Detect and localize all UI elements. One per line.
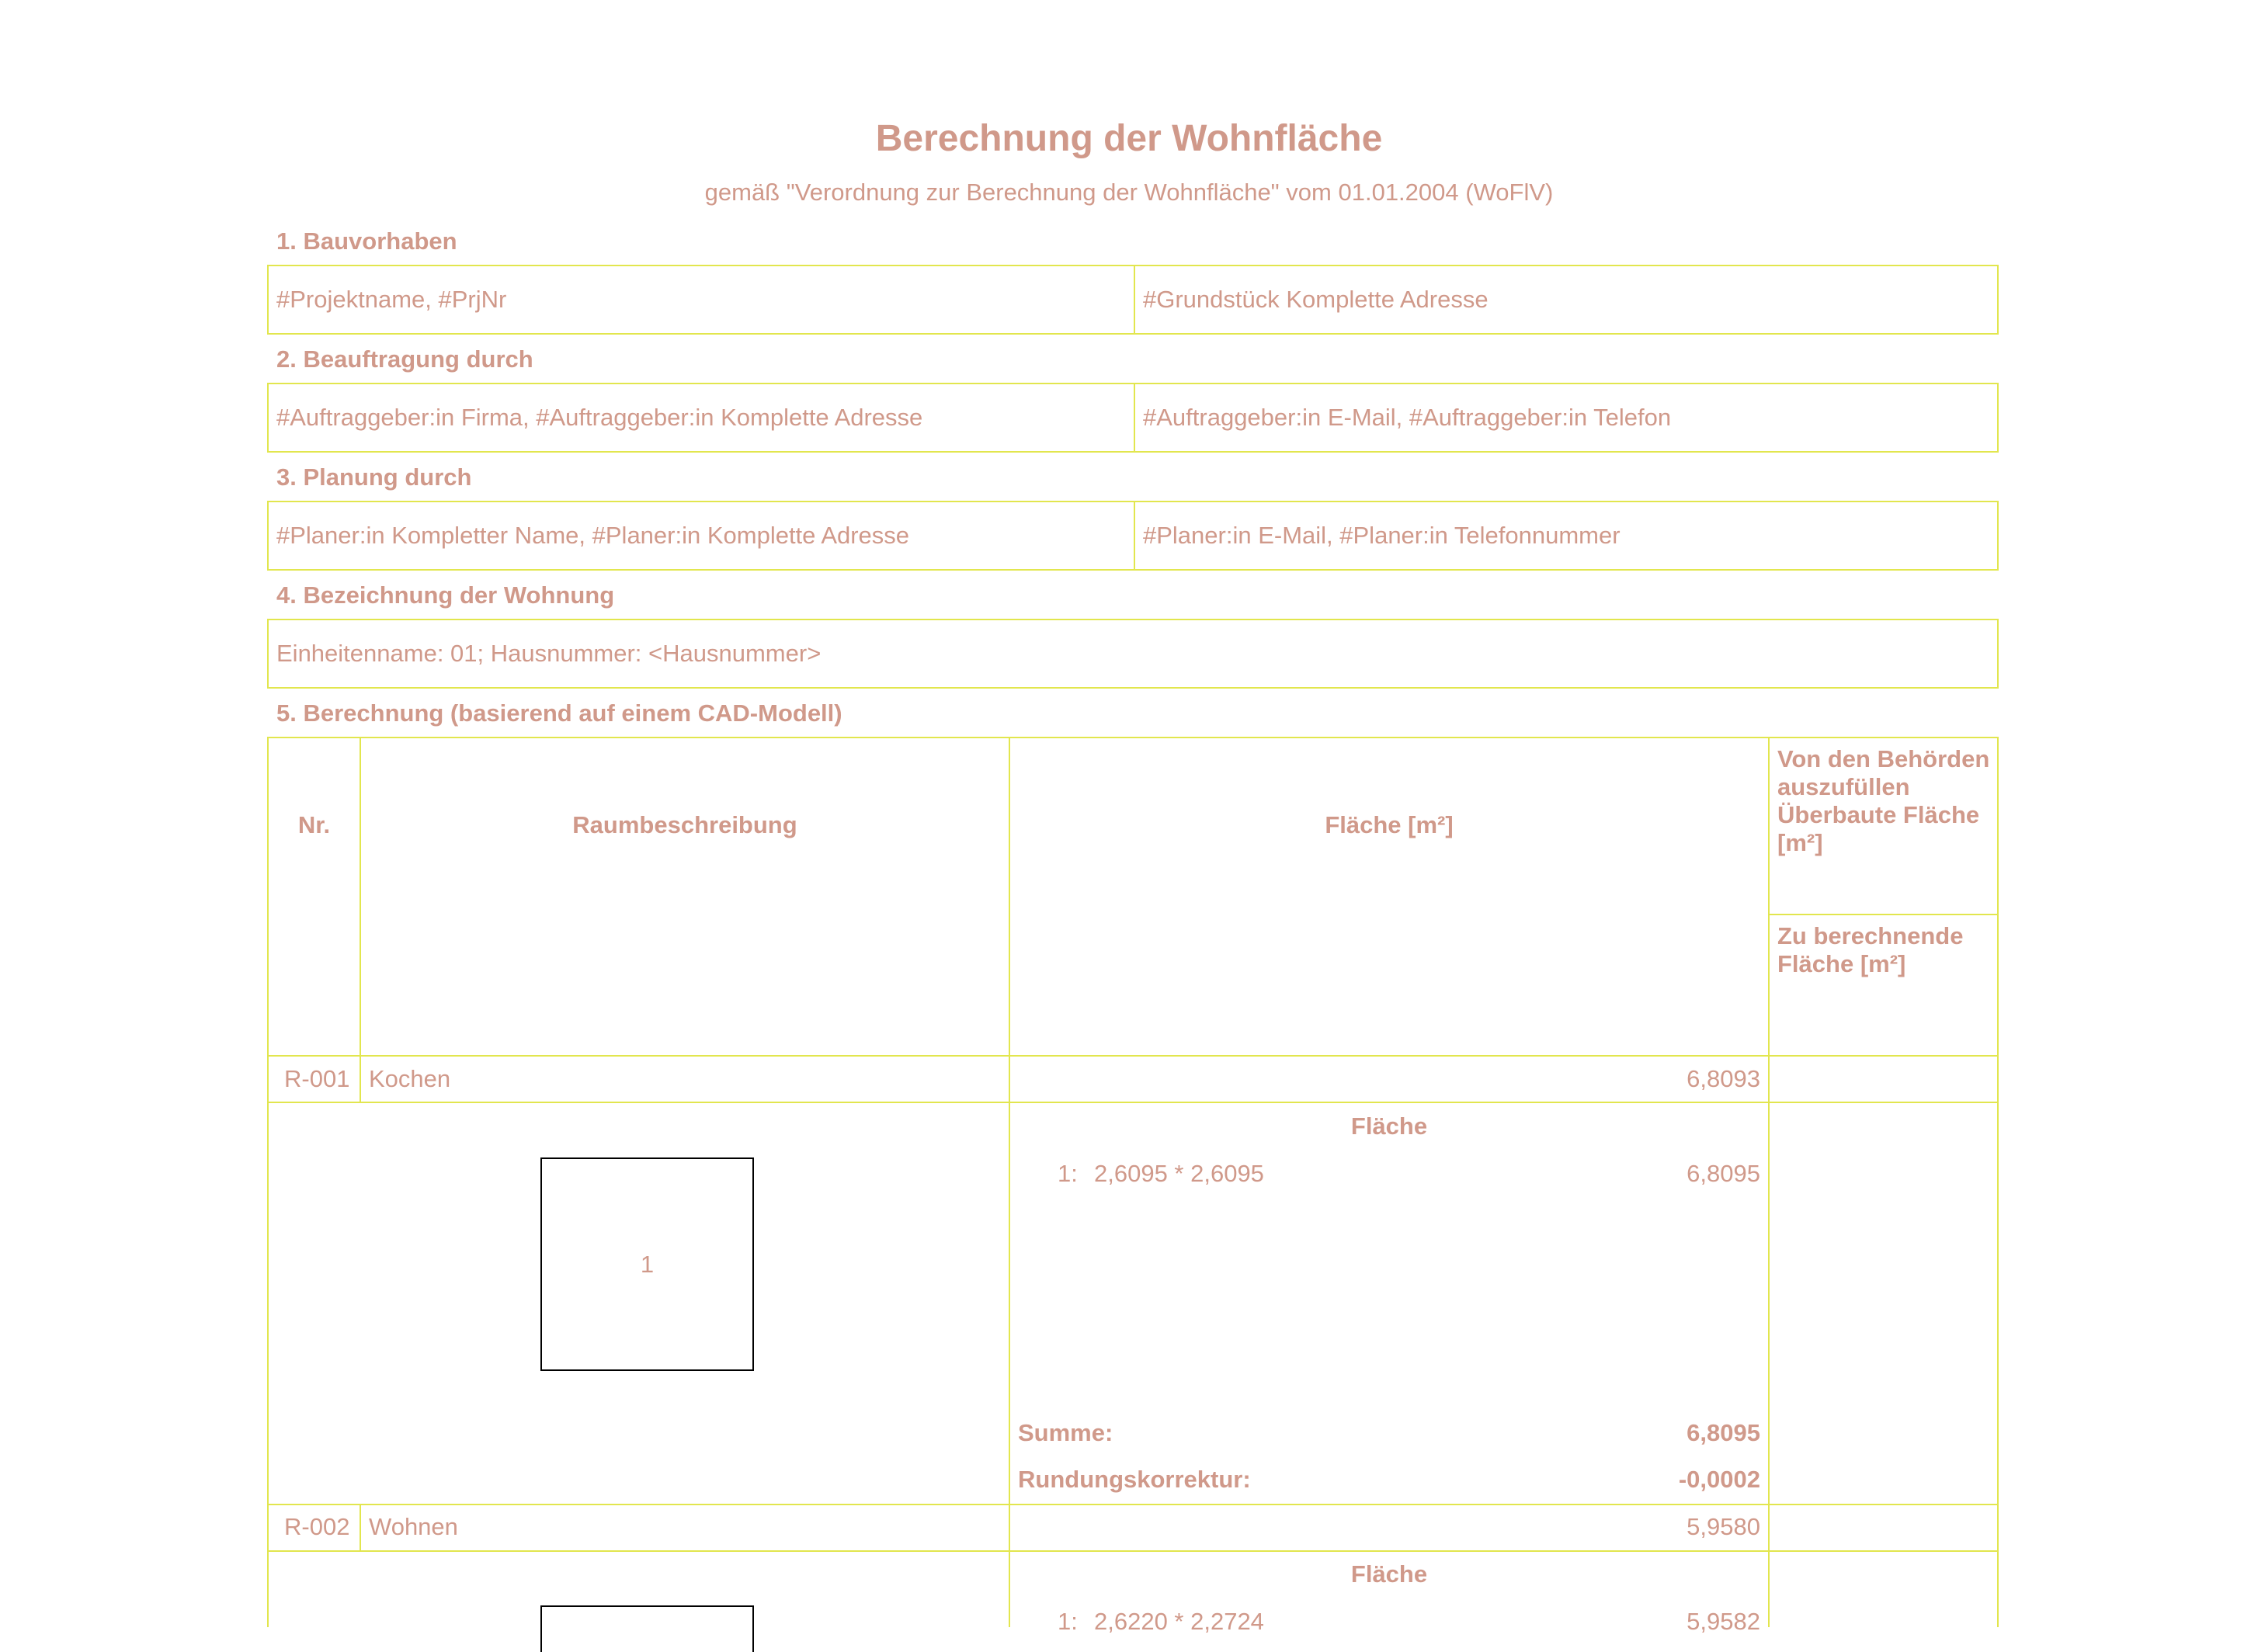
document-title: Berechnung der Wohnfläche: [875, 118, 1383, 159]
sketch-label: 1: [640, 1250, 655, 1278]
planner-contact-cell: #Planer:in E-Mail, #Planer:in Telefonnummer: [1143, 522, 1621, 549]
room-1-nr: R-001: [284, 1065, 350, 1092]
room-2-name: Wohnen: [369, 1513, 458, 1540]
room-1-sum-label: Summe:: [1018, 1419, 1113, 1446]
room-1-area: 6,8093: [1687, 1065, 1760, 1092]
section-5-heading: 5. Berechnung (basierend auf einem CAD-Modell): [276, 699, 842, 727]
room-2-nr: R-002: [284, 1513, 350, 1540]
room-2-calc-index: 1:: [1058, 1608, 1078, 1635]
col-divider-nr: [360, 1504, 361, 1550]
table-border-top: [267, 737, 1999, 738]
table-border-right: [1997, 737, 1999, 1627]
client-company-cell: #Auftraggeber:in Firma, #Auftraggeber:in Komplette Adresse: [276, 404, 923, 431]
room-1-name: Kochen: [369, 1065, 451, 1092]
section-4-heading: 4. Bezeichnung der Wohnung: [276, 581, 615, 609]
room-2-sketch: [540, 1605, 754, 1652]
header-room-description: Raumbeschreibung: [572, 811, 797, 838]
col-divider-nr: [360, 737, 361, 1102]
room-1-calc-value: 6,8095: [1687, 1160, 1760, 1187]
section-1-heading: 1. Bauvorhaben: [276, 227, 457, 255]
planner-name-cell: #Planer:in Kompletter Name, #Planer:in Komplette Adresse: [276, 522, 910, 549]
row-divider: [267, 1102, 1999, 1103]
property-address-cell: #Grundstück Komplette Adresse: [1143, 286, 1489, 313]
project-name-cell: #Projektname, #PrjNr: [276, 286, 507, 313]
client-contact-cell: #Auftraggeber:in E-Mail, #Auftraggeber:in Telefon: [1143, 404, 1672, 431]
section-2-heading: 2. Beauftragung durch: [276, 345, 533, 373]
room-2-calc-formula: 2,6220 * 2,2724: [1094, 1608, 1264, 1635]
row-divider: [267, 1550, 1999, 1552]
room-2-sub-header: Fläche: [1350, 1560, 1428, 1588]
header-area: Fläche [m²]: [1325, 811, 1454, 838]
header-nr: Nr.: [297, 811, 331, 838]
room-1-rounding-value: -0,0002: [1678, 1466, 1760, 1493]
room-1-sketch: [540, 1157, 754, 1371]
room-1-calc-formula: 2,6095 * 2,6095: [1094, 1160, 1264, 1187]
header-bottom: [267, 1055, 1999, 1057]
room-1-calc-index: 1:: [1058, 1160, 1078, 1187]
authority-divider: [1768, 914, 1999, 915]
header-authority-area: Von den Behörden auszufüllen Überbaute Fläche [m²]: [1777, 745, 1990, 856]
col-divider-area: [1768, 737, 1770, 1627]
document-subtitle: gemäß "Verordnung zur Berechnung der Wohnfläche" vom 01.01.2004 (WoFlV): [704, 179, 1554, 206]
room-2-area: 5,9580: [1687, 1513, 1760, 1540]
table-border-left: [267, 737, 269, 1627]
row-divider: [267, 1504, 1999, 1505]
header-calc-area: Zu berechnende Fläche [m²]: [1777, 922, 1964, 977]
room-2-calc-value: 5,9582: [1687, 1608, 1760, 1635]
unit-name-cell: Einheitenname: 01; Hausnummer: <Hausnummer>: [276, 640, 822, 667]
room-1-sum-value: 6,8095: [1687, 1419, 1760, 1446]
room-1-rounding-label: Rundungskorrektur:: [1018, 1466, 1251, 1493]
section-3-heading: 3. Planung durch: [276, 463, 472, 491]
room-1-sub-header: Fläche: [1350, 1112, 1428, 1140]
